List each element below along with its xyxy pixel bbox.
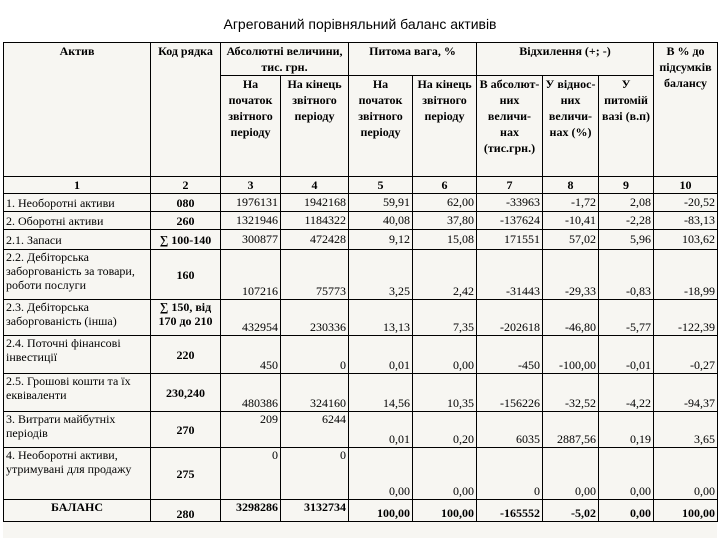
row-code: 275 bbox=[151, 448, 221, 500]
cell-abs-start: 209 bbox=[221, 412, 281, 448]
cell-share-start: 14,56 bbox=[349, 374, 413, 412]
cell-dev-abs: 0 bbox=[477, 448, 543, 500]
cell-share-start: 13,13 bbox=[349, 300, 413, 336]
table-row bbox=[4, 412, 718, 448]
table-row bbox=[4, 212, 718, 230]
header-abs-start: На початок звітного періоду bbox=[221, 76, 281, 177]
row-name: 2.2. Дебіторська заборгованість за товари, роботи послуги bbox=[4, 250, 151, 300]
cell-dev-abs: -31443 bbox=[477, 250, 543, 300]
row-name: 1. Необоротні активи bbox=[4, 194, 151, 212]
cell-dev-rel: -1,72 bbox=[543, 194, 599, 212]
cell-abs-end: 6244 bbox=[281, 412, 349, 448]
cell-abs-end: 0 bbox=[281, 336, 349, 374]
cell-abs-start: 300877 bbox=[221, 230, 281, 250]
cell-abs-start: 432954 bbox=[221, 300, 281, 336]
total-dev-abs: -165552 bbox=[477, 500, 543, 522]
cell-dev-rel: -29,33 bbox=[543, 250, 599, 300]
cell-dev-abs: -137624 bbox=[477, 212, 543, 230]
total-share-end: 100,00 bbox=[413, 500, 477, 522]
cell-dev-rel: -10,41 bbox=[543, 212, 599, 230]
table-row bbox=[4, 230, 718, 250]
cell-abs-start: 1321946 bbox=[221, 212, 281, 230]
cell-dev-weight: 5,96 bbox=[599, 230, 654, 250]
cell-dev-weight: 0,19 bbox=[599, 412, 654, 448]
cell-pct: -18,99 bbox=[654, 250, 718, 300]
column-index-cell: 8 bbox=[543, 177, 599, 194]
cell-dev-weight: -0,01 bbox=[599, 336, 654, 374]
header-abs-end: На кінець звітного періоду bbox=[281, 76, 349, 177]
total-dev-weight: 0,00 bbox=[599, 500, 654, 522]
cell-pct: -94,37 bbox=[654, 374, 718, 412]
column-index-cell: 4 bbox=[281, 177, 349, 194]
cell-share-start: 0,01 bbox=[349, 336, 413, 374]
cell-dev-weight: -0,83 bbox=[599, 250, 654, 300]
cell-share-start: 0,01 bbox=[349, 412, 413, 448]
total-share-start: 100,00 bbox=[349, 500, 413, 522]
row-code: 230,240 bbox=[151, 374, 221, 412]
cell-pct: 103,62 bbox=[654, 230, 718, 250]
row-code: ∑ 100-140 bbox=[151, 230, 221, 250]
cell-dev-weight: -5,77 bbox=[599, 300, 654, 336]
cell-pct: 3,65 bbox=[654, 412, 718, 448]
column-index-cell: 6 bbox=[413, 177, 477, 194]
total-abs-start: 3298286 bbox=[221, 500, 281, 522]
header-asset: Актив bbox=[4, 43, 151, 177]
row-code: 260 bbox=[151, 212, 221, 230]
cell-dev-weight: 2,08 bbox=[599, 194, 654, 212]
cell-abs-start: 1976131 bbox=[221, 194, 281, 212]
column-index-row bbox=[4, 177, 718, 194]
cell-share-end: 2,42 bbox=[413, 250, 477, 300]
row-name: 2.4. Поточні фінансові інвестиції bbox=[4, 336, 151, 374]
header-dev-abs: В абсолют-них величи-нах (тис.грн.) bbox=[477, 76, 543, 177]
header-dev-rel: У віднос-них величи-нах (%) bbox=[543, 76, 599, 177]
cell-share-end: 7,35 bbox=[413, 300, 477, 336]
cell-pct: -20,52 bbox=[654, 194, 718, 212]
cell-dev-abs: -450 bbox=[477, 336, 543, 374]
row-name: 4. Необоротні активи, утримувані для продажу bbox=[4, 448, 151, 500]
balance-table bbox=[3, 42, 718, 522]
cell-dev-abs: -202618 bbox=[477, 300, 543, 336]
balance-table-container bbox=[3, 42, 717, 538]
row-code: 160 bbox=[151, 250, 221, 300]
header-share-start: На початок звітного періоду bbox=[349, 76, 413, 177]
cell-abs-end: 1184322 bbox=[281, 212, 349, 230]
cell-share-end: 37,80 bbox=[413, 212, 477, 230]
header-row-groups bbox=[4, 43, 718, 76]
column-index-cell: 1 bbox=[4, 177, 151, 194]
header-dev-weight: У питомій вазі (в.п) bbox=[599, 76, 654, 177]
cell-abs-end: 230336 bbox=[281, 300, 349, 336]
cell-share-start: 3,25 bbox=[349, 250, 413, 300]
cell-dev-abs: -156226 bbox=[477, 374, 543, 412]
total-abs-end: 3132734 bbox=[281, 500, 349, 522]
table-row bbox=[4, 250, 718, 300]
total-row bbox=[4, 500, 718, 522]
cell-dev-rel: -32,52 bbox=[543, 374, 599, 412]
cell-pct: 0,00 bbox=[654, 448, 718, 500]
cell-dev-abs: -33963 bbox=[477, 194, 543, 212]
column-index-cell: 10 bbox=[654, 177, 718, 194]
cell-share-end: 15,08 bbox=[413, 230, 477, 250]
cell-share-end: 0,00 bbox=[413, 336, 477, 374]
header-deviation: Відхилення (+; -) bbox=[477, 43, 654, 76]
header-pct-total: В % до підсумків балансу bbox=[654, 43, 718, 177]
cell-abs-end: 1942168 bbox=[281, 194, 349, 212]
cell-dev-rel: 2887,56 bbox=[543, 412, 599, 448]
cell-abs-end: 0 bbox=[281, 448, 349, 500]
cell-dev-abs: 6035 bbox=[477, 412, 543, 448]
cell-share-end: 62,00 bbox=[413, 194, 477, 212]
cell-abs-start: 0 bbox=[221, 448, 281, 500]
cell-abs-end: 324160 bbox=[281, 374, 349, 412]
header-share-end: На кінець звітного періоду bbox=[413, 76, 477, 177]
cell-pct: -122,39 bbox=[654, 300, 718, 336]
cell-share-start: 0,00 bbox=[349, 448, 413, 500]
total-dev-rel: -5,02 bbox=[543, 500, 599, 522]
header-absolute: Абсолютні величини, тис. грн. bbox=[221, 43, 349, 76]
row-name: 2. Оборотні активи bbox=[4, 212, 151, 230]
cell-dev-rel: 57,02 bbox=[543, 230, 599, 250]
cell-abs-start: 107216 bbox=[221, 250, 281, 300]
cell-pct: -0,27 bbox=[654, 336, 718, 374]
header-row-code: Код рядка bbox=[151, 43, 221, 177]
row-code: 080 bbox=[151, 194, 221, 212]
column-index-cell: 3 bbox=[221, 177, 281, 194]
table-row bbox=[4, 194, 718, 212]
cell-abs-end: 75773 bbox=[281, 250, 349, 300]
cell-share-start: 59,91 bbox=[349, 194, 413, 212]
cell-share-end: 0,20 bbox=[413, 412, 477, 448]
cell-pct: -83,13 bbox=[654, 212, 718, 230]
table-row bbox=[4, 300, 718, 336]
cell-share-start: 40,08 bbox=[349, 212, 413, 230]
row-name: 3. Витрати майбутніх періодів bbox=[4, 412, 151, 448]
header-share: Питома вага, % bbox=[349, 43, 477, 76]
cell-dev-weight: 0,00 bbox=[599, 448, 654, 500]
cell-dev-abs: 171551 bbox=[477, 230, 543, 250]
page-title: Агрегований порівняльний баланс активів bbox=[223, 16, 497, 32]
cell-share-start: 9,12 bbox=[349, 230, 413, 250]
total-code: 280 bbox=[151, 500, 221, 522]
row-code: ∑ 150, від 170 до 210 bbox=[151, 300, 221, 336]
cell-abs-end: 472428 bbox=[281, 230, 349, 250]
table-row bbox=[4, 336, 718, 374]
cell-dev-rel: -100,00 bbox=[543, 336, 599, 374]
table-row bbox=[4, 374, 718, 412]
column-index-cell: 9 bbox=[599, 177, 654, 194]
column-index-cell: 2 bbox=[151, 177, 221, 194]
column-index-cell: 7 bbox=[477, 177, 543, 194]
row-name: 2.3. Дебіторська заборгованість (інша) bbox=[4, 300, 151, 336]
cell-dev-weight: -4,22 bbox=[599, 374, 654, 412]
cell-abs-start: 480386 bbox=[221, 374, 281, 412]
column-index-cell: 5 bbox=[349, 177, 413, 194]
cell-abs-start: 450 bbox=[221, 336, 281, 374]
total-name: БАЛАНС bbox=[4, 500, 151, 522]
cell-dev-rel: -46,80 bbox=[543, 300, 599, 336]
row-name: 2.5. Грошові кошти та їх еквіваленти bbox=[4, 374, 151, 412]
row-name: 2.1. Запаси bbox=[4, 230, 151, 250]
row-code: 220 bbox=[151, 336, 221, 374]
table-row bbox=[4, 448, 718, 500]
cell-dev-rel: 0,00 bbox=[543, 448, 599, 500]
cell-share-end: 0,00 bbox=[413, 448, 477, 500]
cell-dev-weight: -2,28 bbox=[599, 212, 654, 230]
total-pct: 100,00 bbox=[654, 500, 718, 522]
cell-share-end: 10,35 bbox=[413, 374, 477, 412]
row-code: 270 bbox=[151, 412, 221, 448]
